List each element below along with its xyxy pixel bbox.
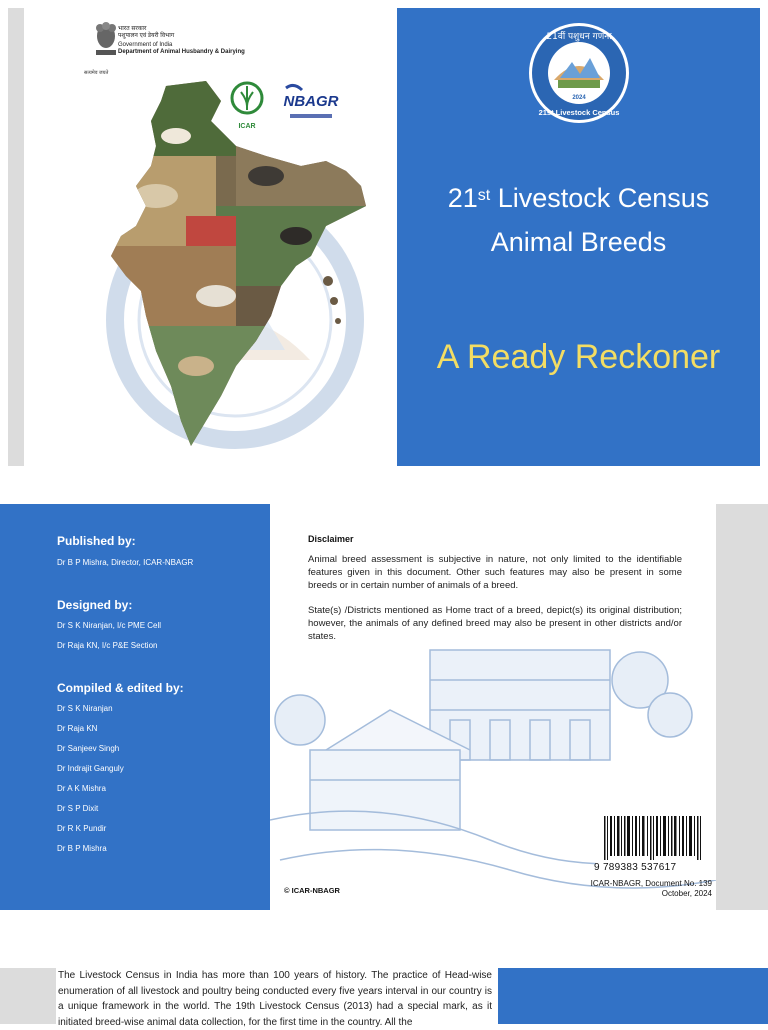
census-logo-bottom-text: 21st Livestock Census xyxy=(538,108,620,117)
page-edge-left xyxy=(8,8,24,466)
title-rest: Livestock Census xyxy=(490,183,710,213)
title-number: 21 xyxy=(447,183,478,213)
compiled-name: Dr S K Niranjan xyxy=(57,704,113,713)
disclaimer-title: Disclaimer xyxy=(308,534,354,544)
page-edge-right xyxy=(716,504,768,910)
census-logo-icon xyxy=(528,22,630,124)
compiled-name: Dr B P Mishra xyxy=(57,844,107,853)
india-map-collage-image xyxy=(96,76,376,456)
icar-caption: ICAR xyxy=(238,123,256,130)
designed-heading: Designed by: xyxy=(57,598,133,612)
cover-title-line-1 xyxy=(397,181,760,215)
cover-title-line-2: Animal Breeds xyxy=(490,227,667,257)
compiled-name: Dr Sanjeev Singh xyxy=(57,744,120,753)
published-heading: Published by: xyxy=(57,534,136,548)
cover-subtitle: A Ready Reckoner xyxy=(436,338,721,376)
compiled-name: Dr S P Dixit xyxy=(57,804,99,813)
compiled-name: Dr R K Pundir xyxy=(57,824,107,833)
designed-name-2: Dr Raja KN, I/c P&E Section xyxy=(57,641,158,650)
document-number-line-1: ICAR-NBAGR, Document No. 139 xyxy=(590,879,712,888)
nbagr-logo-icon xyxy=(282,80,340,126)
published-name-1: Dr B P Mishra, Director, ICAR-NBAGR xyxy=(57,558,194,567)
compiled-heading: Compiled & edited by: xyxy=(57,681,184,695)
census-logo-year: 2024 xyxy=(572,95,586,101)
designed-name-1: Dr S K Niranjan, I/c PME Cell xyxy=(57,621,162,630)
bottom-blue-panel xyxy=(498,968,768,1024)
govt-hindi-line-2: पशुपालन एवं डेयरी विभाग xyxy=(118,33,175,39)
icar-logo-icon xyxy=(230,80,264,132)
document-number xyxy=(560,879,712,899)
document-date: October, 2024 xyxy=(661,889,712,898)
govt-hindi-line-1: भारत सरकार xyxy=(118,26,147,32)
census-logo-top-text: 21वीं पशुधन गणना xyxy=(546,32,612,42)
emblem-caption: सत्यमेव जयते xyxy=(84,70,109,76)
copyright-text: © ICAR-NBAGR xyxy=(284,886,340,895)
national-emblem-icon xyxy=(92,20,120,58)
barcode-icon xyxy=(596,814,716,862)
intro-paragraph: The Livestock Census in India has more than 100 years of history. The practice of Head-wise enumeration of all livestock and poultry being conducted every five years interval in our country is a unique framework in the world. The 19th Livestock Census (2013) had a special mark, as it initiated breed-wise animal data collection, for the first time in the country. All the xyxy=(58,970,492,1028)
page-edge-bottom-left xyxy=(0,968,56,1024)
disclaimer-paragraph-1: Animal breed assessment is subjective in nature, not only limited to the identifiable features given in this document. Other such features may also be present in some breeds or in certain number of animals of a breed. xyxy=(308,554,682,591)
nbagr-logo-text: NBAGR xyxy=(283,93,339,110)
isbn-number: 9 789383 537617 xyxy=(594,862,677,873)
title-suffix: st xyxy=(477,187,491,204)
compiled-name: Dr A K Mishra xyxy=(57,784,106,793)
govt-english-line-1: Government of India xyxy=(118,42,173,48)
compiled-name: Dr Indrajit Ganguly xyxy=(57,764,124,773)
disclaimer-paragraph-2: State(s) /Districts mentioned as Home tract of a breed, depict(s) its original distribution; however, the animals of any defined breed may also be present in other districts and/or states. xyxy=(308,605,682,642)
govt-english-line-2: Department of Animal Husbandry & Dairying xyxy=(118,49,245,55)
compiled-name: Dr Raja KN xyxy=(57,724,98,733)
